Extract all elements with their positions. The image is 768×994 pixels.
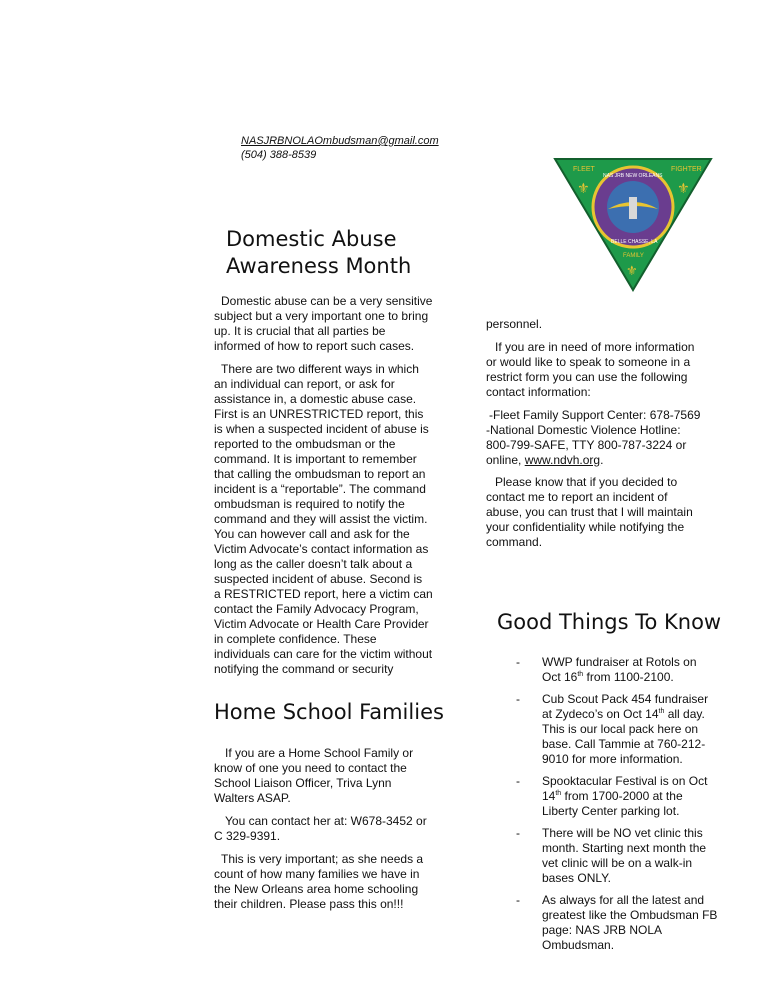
domestic-paragraph-3 <box>486 317 542 332</box>
text-fragment: online, <box>486 453 525 467</box>
nas-jrb-new-orleans-emblem <box>553 157 713 292</box>
text-line: contact me to report an incident of <box>486 490 668 504</box>
text-line <box>542 670 741 685</box>
domestic-title-line2: Awareness Month <box>226 254 412 278</box>
text-line: up. It is crucial that all parties be <box>214 324 386 338</box>
homeschool-paragraph-3 <box>214 852 423 912</box>
text-line: This is our local pack here on <box>542 722 699 736</box>
text-line: First is an UNRESTRICTED report, this <box>214 407 424 421</box>
text-line: command. It is important to remember <box>214 452 417 466</box>
text-line: individuals can care for the victim without <box>214 647 433 661</box>
ombudsman-email-link[interactable]: NASJRBNOLAOmbudsman@gmail.com <box>241 135 439 147</box>
text-line: -National Domestic Violence Hotline: <box>486 423 681 437</box>
text-line: WWP fundraiser at Rotols on <box>542 655 697 669</box>
fleur-de-lis-icon: ⚜ <box>626 264 638 279</box>
text-line: Spooktacular Festival is on Oct <box>542 774 708 788</box>
text-fragment: at Zydeco’s on Oct 14 <box>542 707 659 721</box>
domestic-paragraph-1 <box>214 294 432 354</box>
text-line: assistance in, a domestic abuse case. <box>214 392 417 406</box>
text-line: C 329-9391. <box>214 829 281 843</box>
text-fragment: 14 <box>542 789 556 803</box>
text-line: You can however call and ask for the <box>214 527 410 541</box>
text-line: in complete confidence. These <box>214 632 377 646</box>
text-line: bases ONLY. <box>542 871 611 885</box>
homeschool-paragraph-2 <box>214 814 427 844</box>
text-line: or would like to speak to someone in a <box>486 355 691 369</box>
list-item <box>516 655 741 685</box>
emblem-ring-top-text: NAS JRB NEW ORLEANS <box>603 173 663 179</box>
text-line: notifying the command or security <box>214 662 394 676</box>
text-line: Walters ASAP. <box>214 791 291 805</box>
text-line: know of one you need to contact the <box>214 761 407 775</box>
text-line: 800-799-SAFE, TTY 800-787-3224 or <box>486 438 687 452</box>
text-line: -Fleet Family Support Center: 678-7569 <box>489 408 701 422</box>
homeschool-paragraph-1 <box>214 746 413 806</box>
text-line: incident is a “reportable”. The command <box>214 482 426 496</box>
text-line: As always for all the latest and <box>542 893 705 907</box>
text-line: Please know that if you decided to <box>495 475 678 489</box>
domestic-title-line1: Domestic Abuse <box>226 227 397 251</box>
text-line: There are two different ways in which <box>221 362 419 376</box>
home-school-title: Home School Families <box>214 700 444 724</box>
text-line: ombudsman is required to notify the <box>214 497 405 511</box>
text-line <box>542 789 741 804</box>
text-line: Domestic abuse can be a very sensitive <box>221 294 433 308</box>
text-line: the New Orleans area home schooling <box>214 882 419 896</box>
dash-bullet: - <box>516 893 520 907</box>
text-line: count of how many families we have in <box>214 867 420 881</box>
text-line: restrict form you can use the following <box>486 370 688 384</box>
text-fragment: from 1100-2100. <box>583 670 674 684</box>
text-line <box>486 453 700 468</box>
text-line: a RESTRICTED report, here a victim can <box>214 587 433 601</box>
text-line: School Liaison Officer, Triva Lynn <box>214 776 392 790</box>
domestic-paragraph-4 <box>486 340 694 400</box>
text-line: their children. Please pass this on!!! <box>214 897 404 911</box>
text-fragment: Oct 16 <box>542 670 578 684</box>
text-line: informed of how to report such cases. <box>214 339 415 353</box>
text-line: Cub Scout Pack 454 fundraiser <box>542 692 709 706</box>
list-item <box>516 692 741 767</box>
list-item <box>516 774 741 819</box>
ordinal-suffix: th <box>658 708 665 715</box>
text-line: suspected incident of abuse. Second is <box>214 572 423 586</box>
text-line: Victim Advocate’s contact information as <box>214 542 429 556</box>
good-things-list <box>516 655 741 960</box>
ndvh-link[interactable]: www.ndvh.org <box>524 453 601 467</box>
emblem-fleet-text: FLEET <box>573 166 595 173</box>
list-item <box>516 893 741 953</box>
text-line: There will be NO vet clinic this <box>542 826 703 840</box>
domestic-paragraph-6 <box>486 475 693 550</box>
text-line: abuse, you can trust that I will maintain <box>486 505 693 519</box>
text-line: greatest like the Ombudsman FB <box>542 908 718 922</box>
domestic-paragraph-5 <box>486 408 700 468</box>
domestic-abuse-title <box>226 226 411 280</box>
text-line: Liberty Center parking lot. <box>542 804 680 818</box>
list-item <box>516 826 741 886</box>
text-line <box>542 707 741 722</box>
text-line: contact the Family Advocacy Program, <box>214 602 419 616</box>
text-line: Victim Advocate or Health Care Provider <box>214 617 429 631</box>
text-line: that calling the ombudsman to report an <box>214 467 426 481</box>
text-line: If you are in need of more information <box>495 340 695 354</box>
dash-bullet: - <box>516 655 520 669</box>
ordinal-suffix: th <box>577 671 584 678</box>
dash-bullet: - <box>516 692 520 706</box>
text-line: vet clinic will be on a walk-in <box>542 856 693 870</box>
dash-bullet: - <box>516 826 520 840</box>
text-line: command. <box>486 535 543 549</box>
text-line: an individual can report, or ask for <box>214 377 395 391</box>
emblem-anchor <box>629 197 637 219</box>
text-line: personnel. <box>486 317 543 331</box>
text-line: is when a suspected incident of abuse is <box>214 422 429 436</box>
domestic-paragraph-2 <box>214 362 433 677</box>
text-line: contact information: <box>486 385 591 399</box>
text-line: You can contact her at: W678-3452 or <box>225 814 427 828</box>
text-line: This is very important; as she needs a <box>221 852 424 866</box>
text-line: reported to the ombudsman or the <box>214 437 396 451</box>
text-line: If you are a Home School Family or <box>225 746 414 760</box>
emblem-ring-bottom-text: BELLE CHASSE, LA <box>611 239 658 245</box>
good-things-title: Good Things To Know <box>497 610 722 634</box>
emblem-fighter-text: FIGHTER <box>671 166 702 173</box>
emblem-family-text: FAMILY <box>623 253 644 259</box>
text-line: base. Call Tammie at 760-212- <box>542 737 706 751</box>
text-fragment: all day. <box>664 707 705 721</box>
text-line: long as the caller doesn’t talk about a <box>214 557 413 571</box>
dash-bullet: - <box>516 774 520 788</box>
text-line: page: NAS JRB NOLA <box>542 923 663 937</box>
fleur-de-lis-icon: ⚜ <box>577 181 590 197</box>
text-line: command and they will assist the victim. <box>214 512 428 526</box>
ombudsman-phone: (504) 388-8539 <box>241 149 317 161</box>
text-fragment: from 1700-2000 at the <box>561 789 683 803</box>
text-line: your confidentiality while notifying the <box>486 520 685 534</box>
text-line: subject but a very important one to bring <box>214 309 429 323</box>
text-line: Ombudsman. <box>542 938 615 952</box>
text-line: month. Starting next month the <box>542 841 707 855</box>
text-fragment: . <box>600 453 604 467</box>
text-line: 9010 for more information. <box>542 752 683 766</box>
contact-block <box>241 134 439 162</box>
fleur-de-lis-icon: ⚜ <box>677 181 690 197</box>
ordinal-suffix: th <box>555 790 562 797</box>
